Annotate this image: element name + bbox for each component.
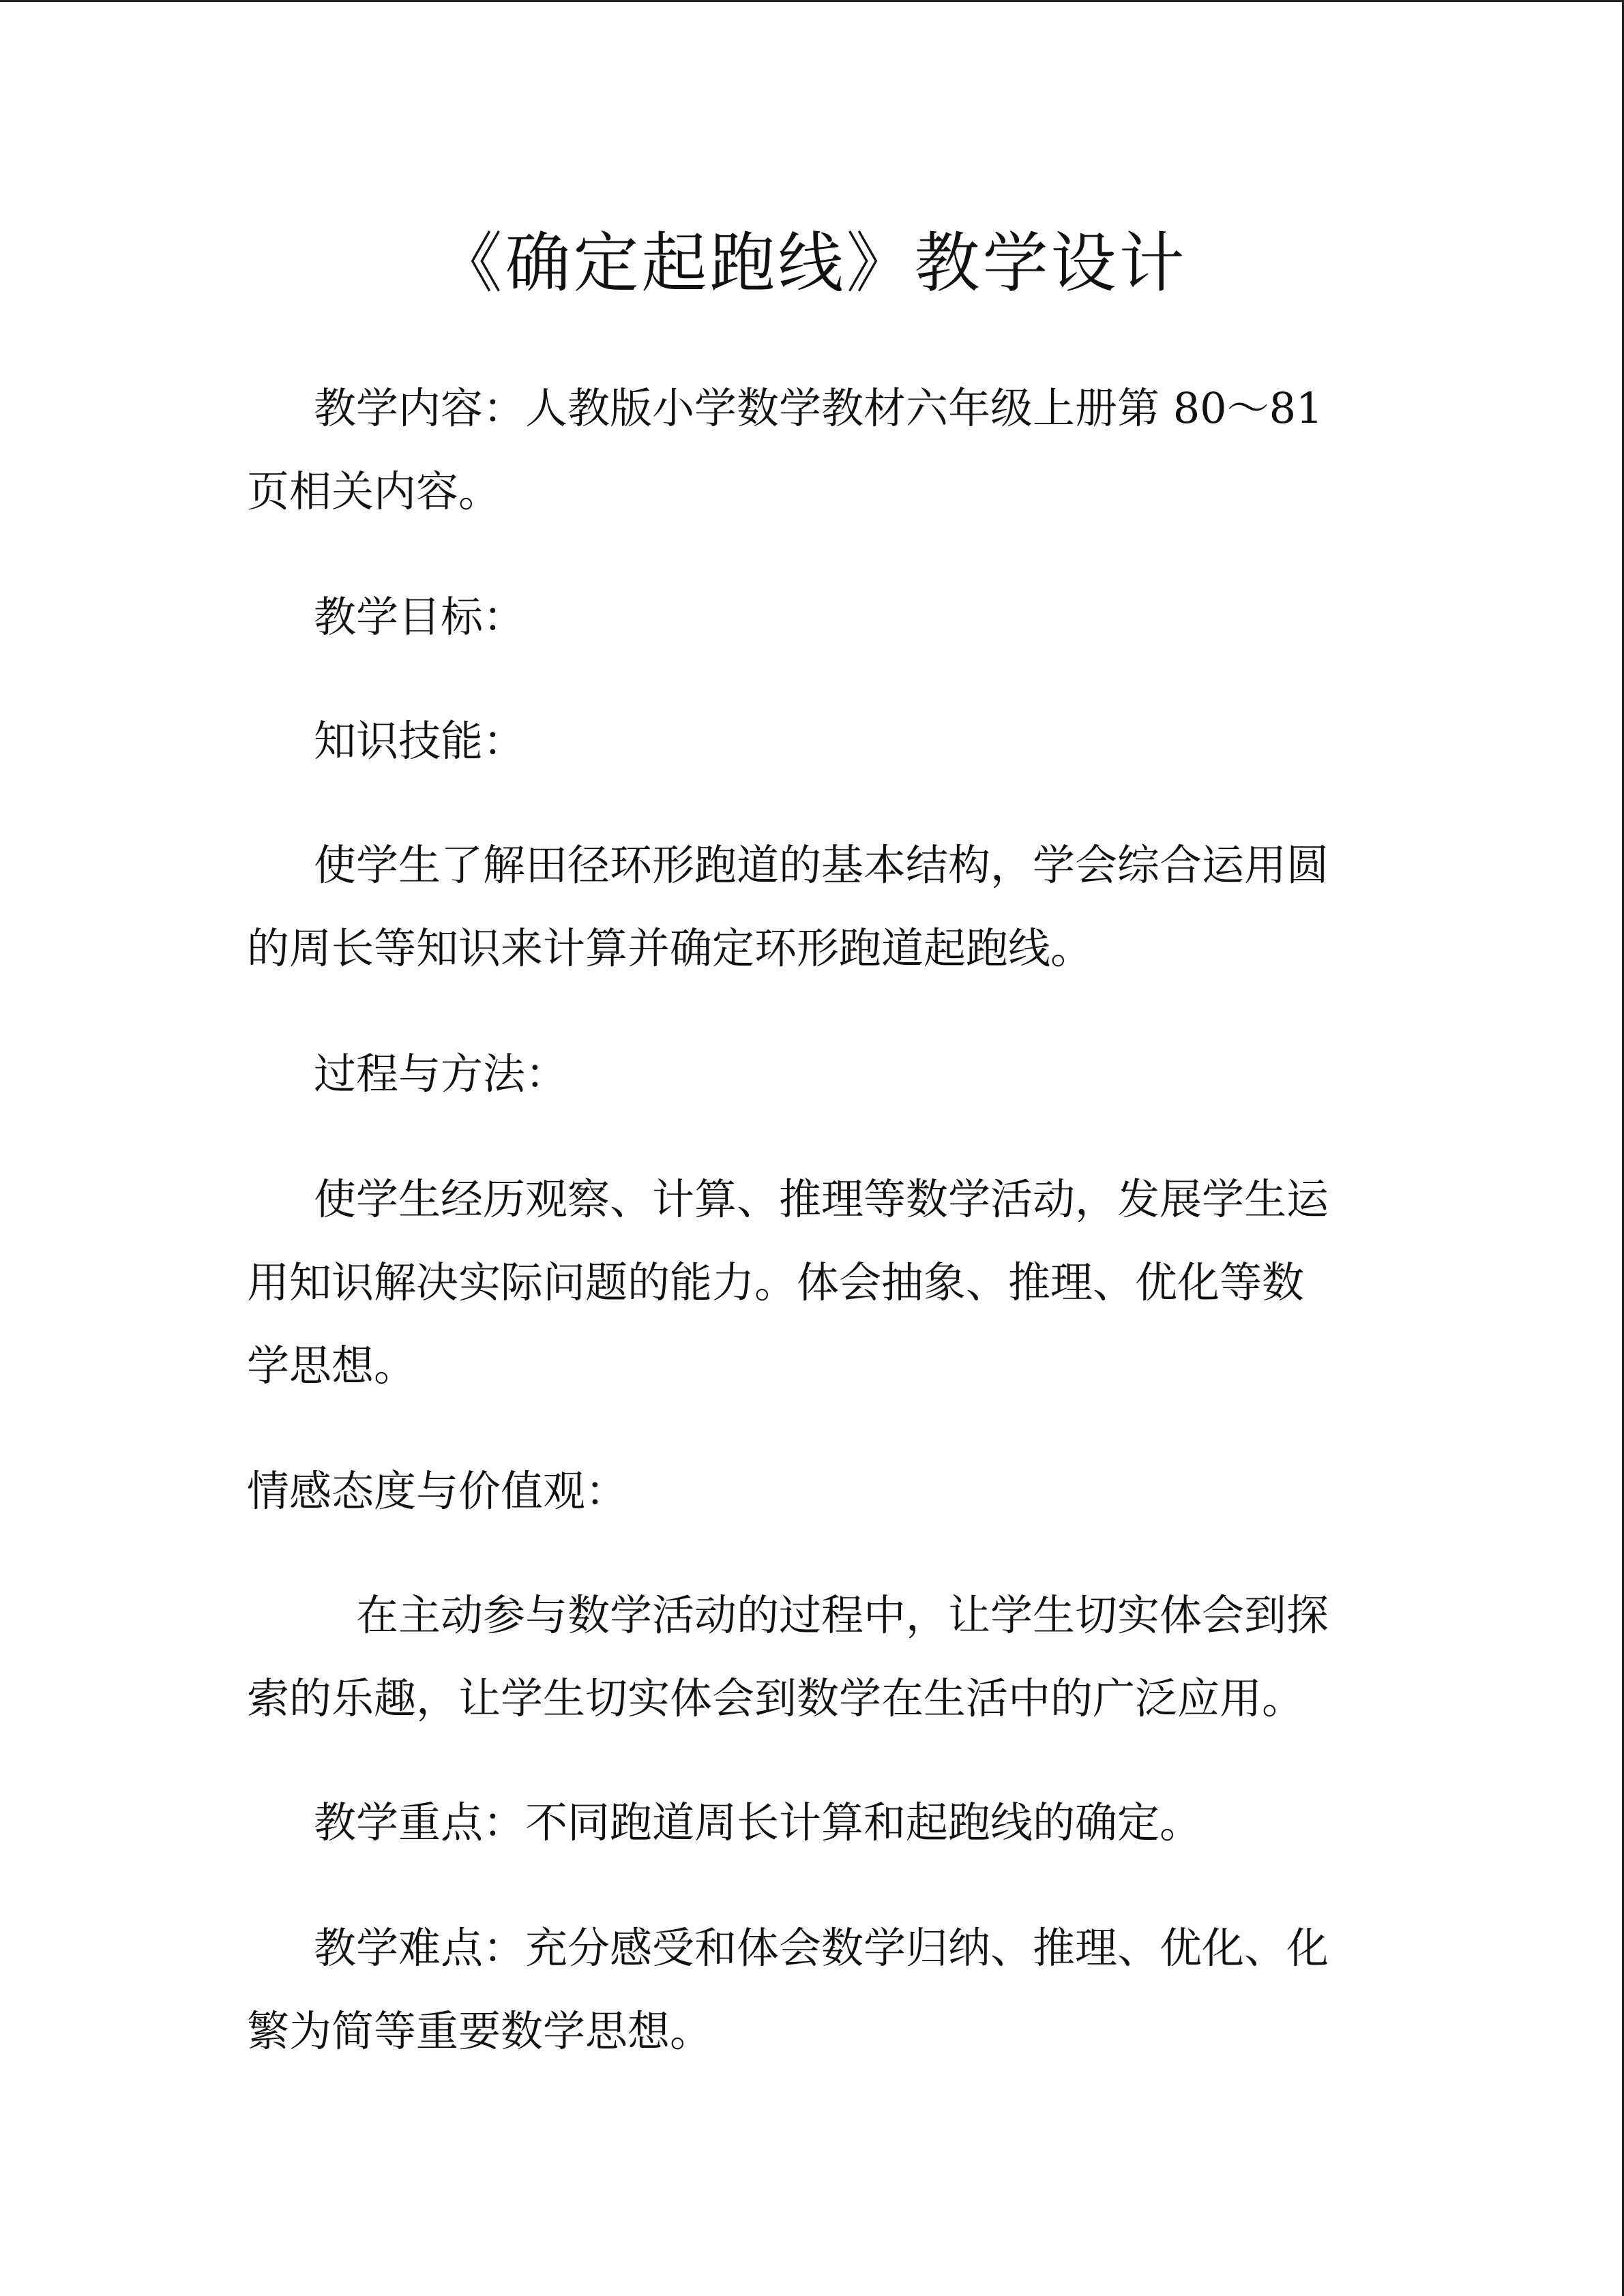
knowledge-line-1: 使学生了解田径环形跑道的基本结构，学会综合运用圆: [314, 840, 1329, 890]
emotion-heading: 情感态度与价值观：: [247, 1466, 628, 1516]
difficulty-line-2: 繁为简等重要数学思想。: [247, 2006, 713, 2056]
process-heading: 过程与方法：: [314, 1049, 568, 1099]
knowledge-line-2: 的周长等知识来计算并确定环形跑道起跑线。: [247, 923, 1093, 973]
process-line-3: 学思想。: [247, 1341, 417, 1390]
process-line-2: 用知识解决实际问题的能力。体会抽象、推理、优化等数: [247, 1257, 1305, 1307]
process-line-1: 使学生经历观察、计算、推理等数学活动，发展学生运: [314, 1174, 1329, 1224]
emotion-line-2: 索的乐趣，让学生切实体会到数学在生活中的广泛应用。: [247, 1673, 1305, 1723]
content-line-1: 教学内容：人教版小学数学教材六年级上册第 80～81: [314, 383, 1323, 433]
knowledge-heading: 知识技能：: [314, 716, 526, 766]
emotion-line-1: 在主动参与数学活动的过程中，让学生切实体会到探: [356, 1590, 1329, 1640]
key-point-line: 教学重点：不同跑道周长计算和起跑线的确定。: [314, 1798, 1202, 1847]
page-title: 《确定起跑线》教学设计: [437, 225, 1187, 301]
difficulty-line-1: 教学难点：充分感受和体会数学归纳、推理、优化、化: [314, 1923, 1329, 1973]
objectives-heading: 教学目标：: [314, 592, 526, 642]
content-line-2: 页相关内容。: [247, 466, 501, 516]
